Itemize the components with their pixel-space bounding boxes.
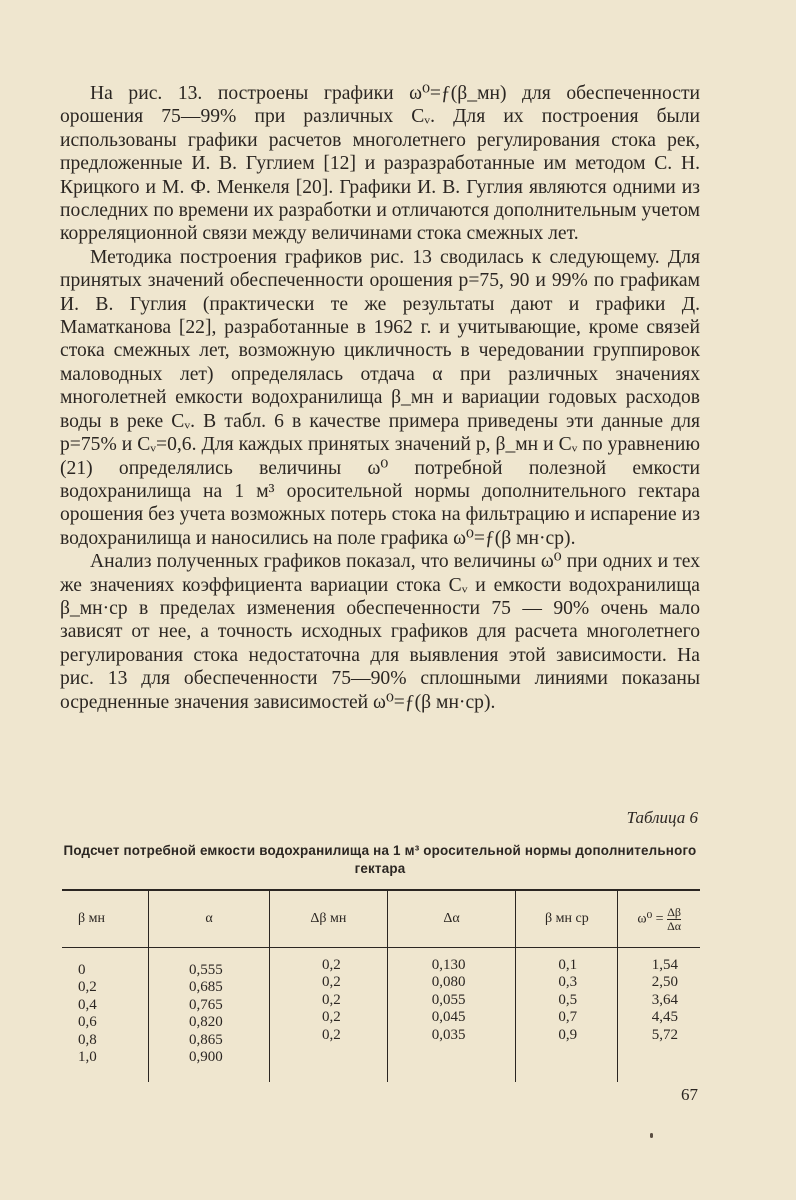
fraction-denominator: Δα — [667, 918, 682, 933]
table-cell: 0,4 — [78, 996, 97, 1013]
table-cell: 0,2 — [322, 974, 341, 991]
print-speck — [650, 1133, 653, 1138]
table-cell: 0,900 — [189, 1049, 223, 1066]
table-caption: Таблица 6 — [626, 808, 698, 827]
paragraph-2: Методика построения графиков рис. 13 сводилась к следующему. Для принятых значений обеспеченности орошения p=75, 90 и 99% по графикам И. В. Гуглия (практически те же результаты дают и графики Д. Маматканова [22], разработанные в 1962 г. и учитывающие, кроме связей стока смежных лет, возможную цикличность в чередовании группировок маловодных лет) определялась отдача α при различных значениях многолетней емкости водохранилища β_мн и вариации годовых расходов воды в реке Cᵥ. В табл. 6 в качестве примера приведены эти данные для p=75% и Cᵥ=0,6. Для каждых принятых значений p, β_мн и Cᵥ по уравнению (21) определялись величины ω⁰ потребной полезной емкости водохранилища на 1 м³ оросительной нормы дополнительного гектара орошения без учета возможных потерь стока на фильтрацию и испарение из водохранилища и наносились на поле графика ω⁰=ƒ(β мн·ср). — [60, 246, 700, 549]
table-header-row — [62, 890, 700, 948]
header-beta-mid: β мн ср — [516, 890, 618, 948]
table-cell: 3,64 — [651, 991, 678, 1008]
table-cell: 0,765 — [189, 996, 223, 1013]
table-cell: 0,820 — [189, 1014, 223, 1031]
table-title: Подсчет потребной емкости водохранилища на 1 м³ оросительной нормы дополнительного гектара — [63, 843, 697, 876]
table-cell: 0,2 — [322, 1026, 341, 1043]
col-beta — [62, 948, 149, 1083]
table-cell: 0,3 — [558, 974, 578, 991]
table-cell: 0 — [78, 962, 86, 978]
header-beta: β мн — [62, 890, 149, 948]
table-cell: 0,045 — [431, 1009, 466, 1026]
header-dalpha: Δα — [387, 890, 516, 948]
table-cell: 0,865 — [189, 1031, 223, 1048]
col-omega — [618, 948, 700, 1083]
col-beta-mid — [516, 948, 618, 1083]
table-cell: 0,080 — [431, 974, 466, 991]
table-cell: 0,7 — [558, 1009, 578, 1026]
fraction-numerator: Δβ — [667, 904, 682, 919]
table-cell: 0,2 — [78, 979, 97, 996]
omega-fraction — [667, 906, 681, 933]
table-cell: 1,0 — [78, 1049, 97, 1066]
table-cell: 0,2 — [322, 991, 341, 1008]
table-cell: 4,45 — [651, 1009, 678, 1026]
body-text — [60, 82, 700, 714]
table-cell: 0,685 — [189, 979, 223, 996]
table-cell: 0,555 — [189, 962, 223, 978]
table-row — [62, 948, 700, 1083]
table-cell: 1,54 — [651, 957, 678, 973]
table-cell: 0,035 — [431, 1026, 466, 1043]
table-cell: 5,72 — [651, 1026, 678, 1043]
table-cell: 2,50 — [651, 974, 678, 991]
col-dbeta — [270, 948, 388, 1083]
col-dalpha — [387, 948, 516, 1083]
table-cell: 0,5 — [558, 991, 578, 1008]
paragraph-3: Анализ полученных графиков показал, что величины ω⁰ при одних и тех же значениях коэффициента вариации стока Cᵥ и емкости водохранилища β_мн·ср в пределах изменения обеспеченности 75 — 90% очень мало зависят от нее, а точность исходных графиков для расчета многолетнего регулирования стока недостаточна для выявления этой зависимости. На рис. 13 для обеспеченности 75—90% сплошными линиями показаны осредненные значения зависимостей ω⁰=ƒ(β мн·ср). — [60, 551, 700, 713]
paragraph-1: На рис. 13. построены графики ω⁰=ƒ(β_мн) для обеспеченности орошения 75—99% при различных Cᵥ. Для их построения были использованы графики расчетов многолетнего регулирования стока рек, предложенные И. В. Гуглием [12] и разразработанные им методом С. Н. Крицкого и М. Ф. Менкеля [20]. Графики И. В. Гуглия являются одними из последних по времени их разработки и отличаются дополнительным учетом корреляционной связи между величинами стока смежных лет. — [60, 83, 700, 245]
table-cell: 0,1 — [558, 957, 578, 973]
table-cell: 0,6 — [78, 1014, 97, 1031]
col-alpha — [149, 948, 270, 1083]
header-dbeta: Δβ мн — [270, 890, 388, 948]
table-cell: 0,9 — [558, 1026, 578, 1043]
omega-label: ω⁰ = — [637, 911, 664, 927]
header-omega — [618, 890, 700, 948]
table-cell: 0,2 — [322, 1009, 341, 1026]
table-cell: 0,8 — [78, 1031, 97, 1048]
data-table — [62, 889, 700, 1082]
table-cell: 0,055 — [431, 991, 466, 1008]
table-cell: 0,2 — [322, 957, 341, 973]
page-number: 67 — [681, 1085, 698, 1104]
table-cell: 0,130 — [431, 957, 466, 973]
header-alpha: α — [149, 890, 270, 948]
